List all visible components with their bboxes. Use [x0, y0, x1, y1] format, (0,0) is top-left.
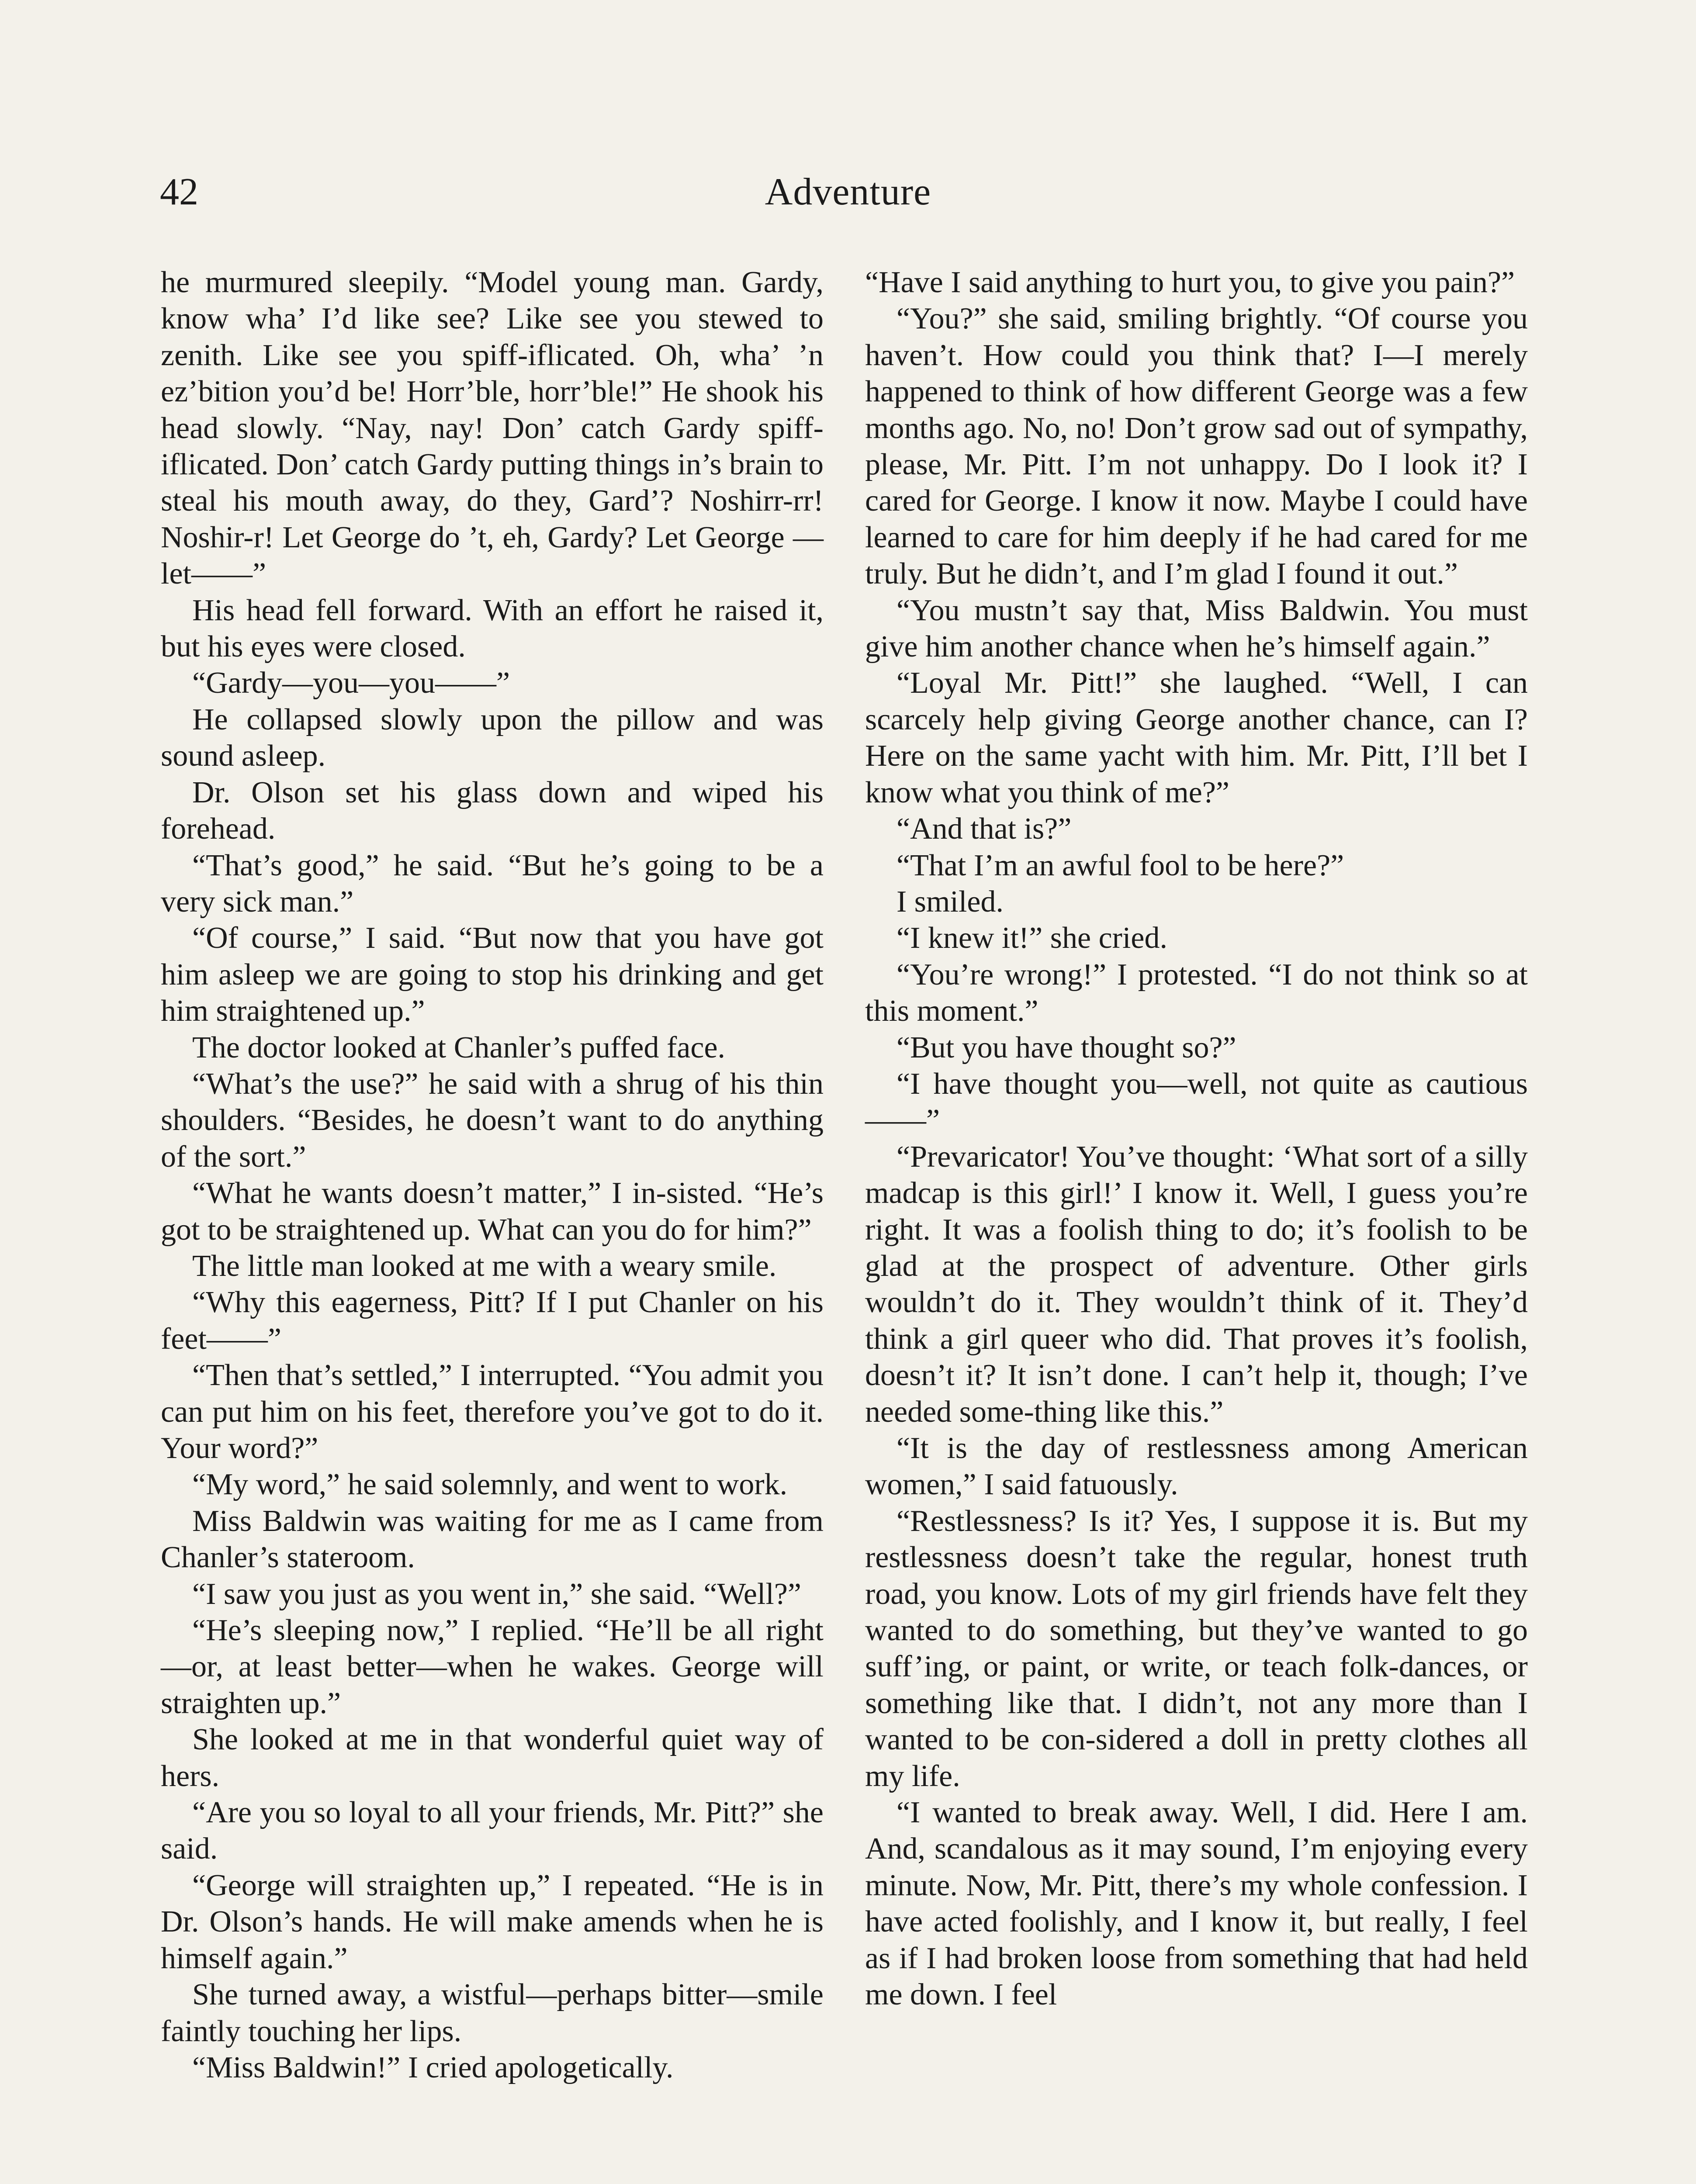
left-column [161, 264, 824, 2086]
paragraph: His head fell forward. With an effort he raised it, but his eyes were closed. [161, 593, 824, 664]
paragraph: “That’s good,” he said. “But he’s going to be a very sick man.” [161, 848, 824, 919]
paragraph: “Then that’s settled,” I interrupted. “You admit you can put him on his feet, therefore you’ve got to do it. Your word?” [161, 1358, 824, 1465]
paragraph: She turned away, a wistful—perhaps bitter—smile faintly touching her lips. [161, 1978, 824, 2048]
paragraph: He collapsed slowly upon the pillow and was sound asleep. [161, 702, 824, 773]
paragraph: “But you have thought so?” [896, 1030, 1236, 1064]
paragraph: “He’s sleeping now,” I replied. “He’ll be all right—or, at least better—when he wakes. George will straighten up.” [161, 1614, 824, 1720]
paragraph: “Prevaricator! You’ve thought: ‘What sort of a silly madcap is this girl!’ I know it. Well, I guess you’re right. It was a foolish thing to do; it’s foolish to be glad at the prospect of adventure. Other girls wouldn’t do it. They wouldn’t think of it. They’d think a girl queer who did. That proves it’s foolish, doesn’t it? It isn’t done. I can’t help it, though; I’ve needed some-thing like this.” [865, 1140, 1528, 1429]
paragraph: “What he wants doesn’t matter,” I in-sisted. “He’s got to be straightened up. What can you do for him?” [161, 1176, 824, 1247]
paragraph: “You?” she said, smiling brightly. “Of course you haven’t. How could you think that? I—I merely happened to think of how different George was a few months ago. No, no! Don’t grow sad out of sympathy, please, Mr. Pitt. I’m not unhappy. Do I look it? I cared for George. I know it now. Maybe I could have learned to care for him deeply if he had cared for me truly. But he didn’t, and I’m glad I found it out.” [865, 302, 1528, 591]
paragraph: “Restlessness? Is it? Yes, I suppose it is. But my restlessness doesn’t take the regular, honest truth road, you know. Lots of my girl friends have felt they wanted to do something, but they’ve wanted to go suff’ing, or paint, or write, or teach folk-dances, or something like that. I didn’t, not any more than I wanted to be con-sidered a doll in pretty clothes all my life. [865, 1504, 1528, 1793]
paragraph: “It is the day of restlessness among American women,” I said fatuously. [865, 1431, 1528, 1502]
paragraph: “Are you so loyal to all your friends, Mr. Pitt?” she said. [161, 1796, 824, 1866]
paragraph: Dr. Olson set his glass down and wiped his forehead. [161, 775, 824, 846]
paragraph: “That I’m an awful fool to be here?” [896, 848, 1344, 882]
paragraph: She looked at me in that wonderful quiet way of hers. [161, 1723, 824, 1793]
paragraph: “I have thought you—well, not quite as cautious——” [865, 1067, 1528, 1137]
paragraph: “Miss Baldwin!” I cried apologetically. [192, 2050, 674, 2084]
paragraph: “I saw you just as you went in,” she said. “Well?” [192, 1577, 801, 1611]
paragraph: “What’s the use?” he said with a shrug of his thin shoulders. “Besides, he doesn’t want to do anything of the sort.” [161, 1067, 824, 1174]
paragraph: “Loyal Mr. Pitt!” she laughed. “Well, I can scarcely help giving George another chance, can I? Here on the same yacht with him. Mr. Pitt, I’ll bet I know what you think of me?” [865, 666, 1528, 809]
paragraph: “You mustn’t say that, Miss Baldwin. You must give him another chance when he’s himself again.” [865, 593, 1528, 664]
page-title: Adventure [765, 171, 931, 213]
paragraph: I smiled. [896, 885, 1004, 919]
page-number: 42 [160, 171, 198, 213]
paragraph: “I wanted to break away. Well, I did. Here I am. And, scandalous as it may sound, I’m enjoying every minute. Now, Mr. Pitt, there’s my whole confession. I have acted foolishly, and I know it, but really, I feel as if I had broken loose from something that had held me down. I feel [865, 1796, 1528, 2012]
paragraph: “You’re wrong!” I protested. “I do not think so at this moment.” [865, 957, 1528, 1028]
paragraph: Miss Baldwin was waiting for me as I came from Chanler’s stateroom. [161, 1504, 824, 1575]
paragraph: “Have I said anything to hurt you, to give you pain?” [865, 266, 1515, 299]
paragraph: “George will straighten up,” I repeated. “He is in Dr. Olson’s hands. He will make amends when he is himself again.” [161, 1868, 824, 1975]
paragraph: “Gardy—you—you——” [192, 666, 510, 700]
paragraph: he murmured sleepily. “Model young man. Gardy, know wha’ I’d like see? Like see you stewed to zenith. Like see you spiff-iflicated. Oh, wha’ ’n ez’bition you’d be! Horr’ble, horr’ble!” He shook his head slowly. “Nay, nay! Don’ catch Gardy spiff-iflicated. Don’ catch Gardy putting things in’s brain to steal his mouth away, do they, Gard’? Noshirr-rr! Noshir-r! Let George do ’t, eh, Gardy? Let George —let——” [161, 266, 824, 591]
paragraph: “And that is?” [896, 812, 1072, 846]
paragraph: “Of course,” I said. “But now that you have got him asleep we are going to stop his drinking and get him straightened up.” [161, 921, 824, 1028]
paragraph: “My word,” he said solemnly, and went to work. [192, 1468, 788, 1502]
paragraph: The doctor looked at Chanler’s puffed face. [192, 1030, 726, 1064]
paragraph: The little man looked at me with a weary smile. [192, 1249, 777, 1283]
paragraph: “I knew it!” she cried. [896, 921, 1167, 955]
paragraph: “Why this eagerness, Pitt? If I put Chanler on his feet——” [161, 1286, 824, 1356]
right-column [865, 264, 1528, 2013]
